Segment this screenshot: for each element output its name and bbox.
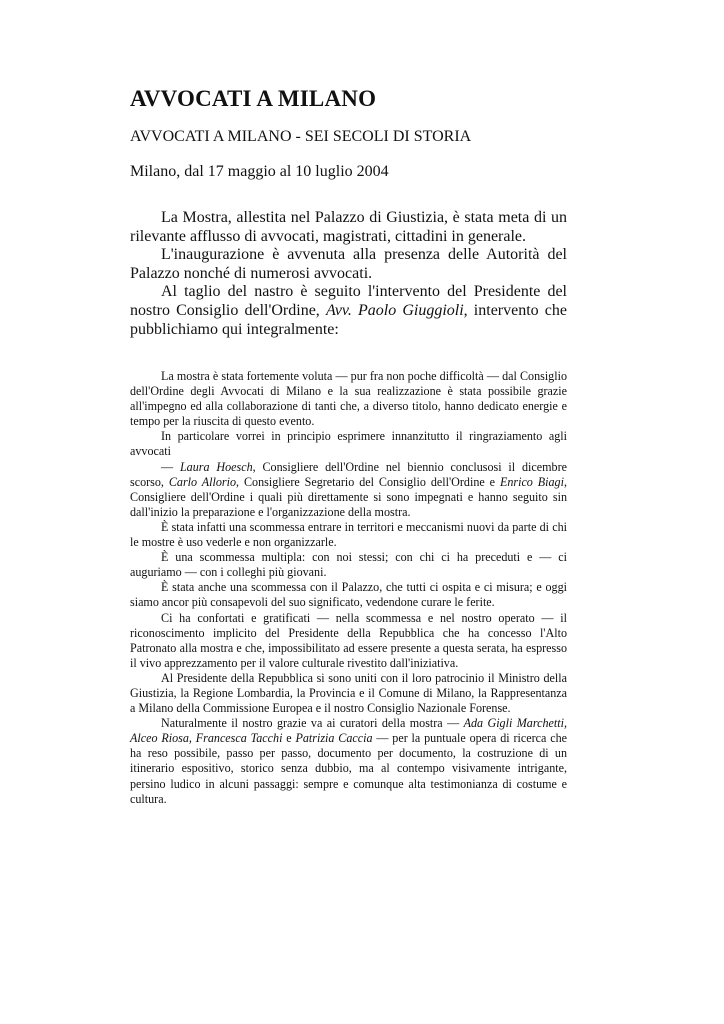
speech-text: — [161, 459, 180, 474]
speech-text: Naturalmente il nostro grazie va ai curatori della mostra — [161, 716, 464, 731]
curator-names: Ada Gigli Marchetti, Alceo Riosa, Francesca Tacchi [130, 716, 567, 746]
person-name: Laura Hoesch [179, 459, 253, 474]
speech-section [130, 369, 567, 807]
intro-text: Al taglio del nastro è seguito l'intervento del Presidente del nostro Consiglio dell'Ordine, [130, 283, 567, 319]
intro-text: , intervento che pubblichiamo qui integralmente: [130, 301, 568, 338]
speech-paragraph: È una scommessa multipla: con noi stessi; con chi ci ha preceduti e — ci auguriamo — con i colleghi più giovani. [130, 550, 567, 580]
speech-paragraph: Al Presidente della Repubblica si sono uniti con il loro patrocinio il Ministro della Giustizia, la Regione Lombardia, la Provincia e il Comune di Milano, la Rappresentanza a Milano della Commissione Europea e il nostro Consiglio Nazionale Forense. [130, 670, 567, 716]
speech-paragraph: Ci ha confortati e gratificati — nella scommessa e nel nostro operato — il riconoscimento implicito del Presidente della Repubblica che ha concesso l'Alto Patronato alla mostra e che, impossibilitato ad essere presente a questa serata, ha espresso il vivo apprezzamento per il valore culturale rivestito dall'iniziativa. [130, 610, 567, 670]
document-title: AVVOCATI A MILANO [130, 86, 377, 111]
speech-paragraph [130, 716, 567, 807]
speech-paragraph: In particolare vorrei in principio esprimere innanzitutto il ringraziamento agli avvocati [130, 429, 567, 459]
person-name: Enrico Biagi [499, 474, 564, 489]
speech-text: , Consigliere dell'Ordine nel biennio conclusosi il dicembre scorso, [130, 459, 567, 489]
document-subtitle: AVVOCATI A MILANO - SEI SECOLI DI STORIA [130, 128, 472, 145]
intro-paragraph [130, 283, 567, 339]
president-name: Avv. Paolo Giuggioli [325, 301, 464, 319]
speech-text: , Consigliere dell'Ordine i quali più direttamente si sono impegnati e hanno seguito sin dall'inizio la preparazione e l'organizzazione della mostra. [130, 474, 567, 519]
speech-paragraph: È stata infatti una scommessa entrare in territori e meccanismi nuovi da parte di chi le mostre è uso vederle e non organizzarle. [130, 519, 567, 550]
speech-text: — per la puntuale opera di ricerca che ha reso possibile, passo per passo, documento per documento, la costruzione di un itinerario espositivo, storico senza dubbio, ma al contempo visivamente intrigante, persino ludico in alcuni passaggi: sempre e comunque alta testimonianza di costume e cultura. [130, 731, 567, 806]
speech-paragraph: La mostra è stata fortemente voluta — pur fra non poche difficoltà — dal Consiglio dell'Ordine degli Avvocati di Milano e la sua realizzazione è stata possibile grazie all'impegno ed alla collaborazione di tanti che, a diverso titolo, hanno dedicato energie e tempo per la riuscita di questo evento. [130, 369, 567, 429]
speech-text: , Consigliere Segretario del Consiglio dell'Ordine e [236, 474, 500, 489]
intro-section [130, 209, 567, 339]
curator-name: Patrizia Caccia [295, 731, 373, 746]
intro-paragraph: L'inaugurazione è avvenuta alla presenza delle Autorità del Palazzo nonché di numerosi avvocati. [130, 246, 567, 282]
intro-paragraph: La Mostra, allestita nel Palazzo di Giustizia, è stata meta di un rilevante afflusso di avvocati, magistrati, cittadini in generale. [130, 209, 567, 245]
speech-paragraph: È stata anche una scommessa con il Palazzo, che tutti ci ospita e ci misura; e oggi siamo ancor più consapevoli del suo significato, vedendone curare le ferite. [130, 580, 567, 610]
speech-paragraph [130, 460, 567, 520]
person-name: Carlo Allorio [168, 474, 237, 489]
speech-text: e [282, 731, 296, 746]
event-dateline: Milano, dal 17 maggio al 10 luglio 2004 [130, 163, 389, 180]
